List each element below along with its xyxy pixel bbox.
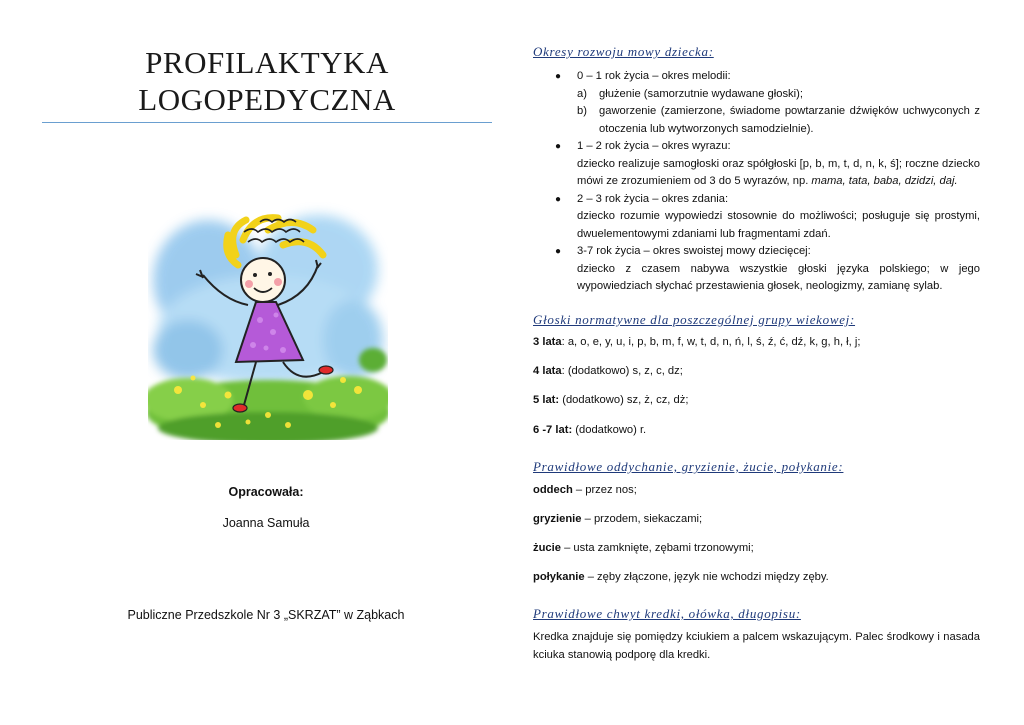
list-item: ● 0 – 1 rok życia – okres melodii: xyxy=(533,68,980,86)
child-illustration xyxy=(148,200,388,440)
list-subitem: b) gaworzenie (zamierzone, świadome powtarzanie dźwięków uchwyconych z otoczenia lub wytworzonych samodzielnie). xyxy=(577,105,980,135)
phonemes-row: 5 lat: (dodatkowo) sz, ż, cz, dż; xyxy=(533,394,689,406)
phonemes-row: 4 lata: (dodatkowo) s, z, c, dz; xyxy=(533,365,683,377)
list-item-text: dziecko realizuje samogłoski oraz spółgłoski [p, b, m, t, d, n, k, ś]; roczne dziecko mówi ze zrozumieniem od 3 do 5 wyrazów, np. mama, tata, baba, dzidzi, daj. xyxy=(577,157,980,187)
section-heading-breathing: Prawidłowe oddychanie, gryzienie, żucie, połykanie: xyxy=(533,459,844,474)
author-name: Joanna Samuła xyxy=(222,516,310,530)
bullet-icon: ● xyxy=(555,141,562,152)
bullet-icon: ● xyxy=(555,71,562,82)
list-item: ● 2 – 3 rok życia – okres zdania: xyxy=(533,191,980,209)
breathing-row: żucie – usta zamknięte, zębami trzonowymi; xyxy=(533,542,754,554)
author-label: Opracowała: xyxy=(228,485,304,499)
title-line-1: PROFILAKTYKA xyxy=(145,45,389,80)
title-line-2: LOGOPEDYCZNA xyxy=(138,82,396,117)
section-heading-phonemes: Głoski normatywne dla poszczególnej grupy wiekowej: xyxy=(533,312,856,327)
grip-text: Kredka znajduje się pomiędzy kciukiem a palcem wskazującym. Palec środkowy i nasada kciuka stanowią podporę dla kredki. xyxy=(533,631,980,661)
list-item: ● 1 – 2 rok życia – okres wyrazu: xyxy=(533,138,980,156)
page-title xyxy=(42,44,492,118)
section-heading-speech-periods: Okresy rozwoju mowy dziecka: xyxy=(533,44,714,59)
list-item-text: dziecko z czasem nabywa wszystkie głoski języka polskiego; w jego wypowiedziach słychać przestawienia głosek, neologizmy, zamianę sylab. xyxy=(577,262,980,292)
breathing-row: połykanie – zęby złączone, język nie wchodzi między zęby. xyxy=(533,571,829,583)
breathing-row: gryzienie – przodem, siekaczami; xyxy=(533,513,703,525)
title-divider xyxy=(42,122,492,123)
phonemes-row: 3 lata: a, o, e, y, u, i, p, b, m, f, w, t, d, n, ń, l, ś, ź, ć, dź, k, g, h, ł, j; xyxy=(533,336,861,348)
bullet-icon: ● xyxy=(555,193,562,205)
list-subitem: a) głużenie (samorzutnie wydawane głoski); xyxy=(577,87,803,100)
phonemes-row: 6 -7 lat: (dodatkowo) r. xyxy=(533,424,647,436)
breathing-row: oddech – przez nos; xyxy=(533,484,637,496)
section-heading-grip: Prawidłowe chwyt kredki, ołówka, długopisu: xyxy=(533,606,801,621)
school-name: Publiczne Przedszkole Nr 3 „SKRZAT” w Ząbkach xyxy=(127,608,405,622)
speech-periods-list xyxy=(533,68,980,296)
bullet-icon: ● xyxy=(555,246,562,257)
list-item: ● 3-7 rok życia – okres swoistej mowy dziecięcej: xyxy=(533,243,980,261)
list-item-text: dziecko rozumie wypowiedzi stosownie do możliwości; posługuje się prostymi, dwuelementowymi zdaniami lub fragmentami zdań. xyxy=(577,210,980,240)
